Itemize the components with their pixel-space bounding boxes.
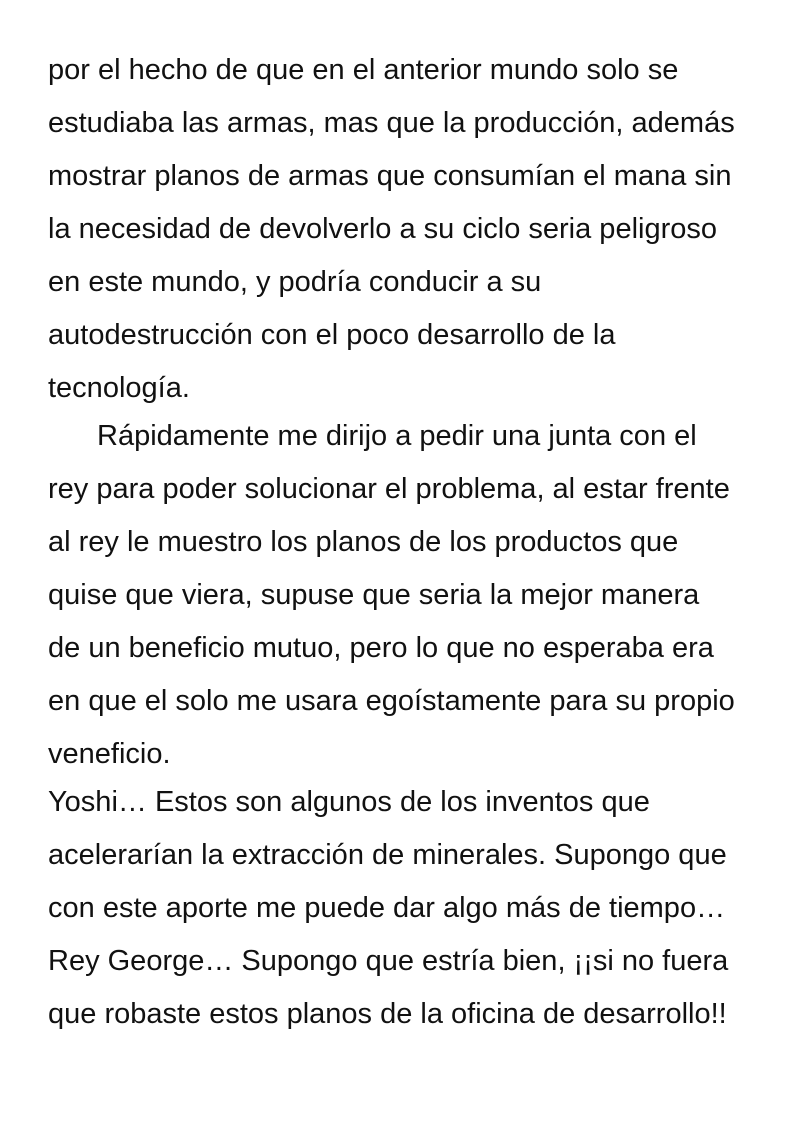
text-line: la necesidad de devolverlo a su ciclo seria peligroso bbox=[48, 213, 717, 245]
text-line: autodestrucción con el poco desarrollo de la bbox=[48, 319, 616, 351]
text-line: en este mundo, y podría conducir a su bbox=[48, 266, 542, 298]
text-line: por el hecho de que en el anterior mundo solo se bbox=[48, 54, 679, 86]
text-line: quise que viera, supuse que seria la mejor manera bbox=[48, 579, 700, 611]
text-line: al rey le muestro los planos de los productos que bbox=[48, 526, 679, 558]
dialogue-rey-george bbox=[48, 935, 768, 1041]
text-line: acelerarían la extracción de minerales. Supongo que bbox=[48, 839, 727, 871]
text-line: en que el solo me usara egoístamente para su propio bbox=[48, 685, 735, 717]
text-line: estudiaba las armas, mas que la producción, además bbox=[48, 107, 735, 139]
text-line: tecnología. bbox=[48, 372, 190, 404]
text-line: con este aporte me puede dar algo más de tiempo… bbox=[48, 892, 726, 924]
text-line: rey para poder solucionar el problema, al estar frente bbox=[48, 473, 730, 505]
text-line: veneficio. bbox=[48, 738, 171, 770]
text-line: que robaste estos planos de la oficina de desarrollo!! bbox=[48, 998, 727, 1030]
text-line: mostrar planos de armas que consumían el mana sin bbox=[48, 160, 732, 192]
dialogue-yoshi bbox=[48, 776, 768, 935]
narration-paragraph-2 bbox=[48, 410, 768, 781]
text-line: Yoshi… Estos son algunos de los inventos que bbox=[48, 786, 650, 818]
text-line: Rey George… Supongo que estría bien, ¡¡si no fuera bbox=[48, 945, 729, 977]
text-line: Rápidamente me dirijo a pedir una junta con el bbox=[97, 420, 697, 452]
text-line: de un beneficio mutuo, pero lo que no esperaba era bbox=[48, 632, 714, 664]
narration-paragraph-1 bbox=[48, 44, 768, 415]
